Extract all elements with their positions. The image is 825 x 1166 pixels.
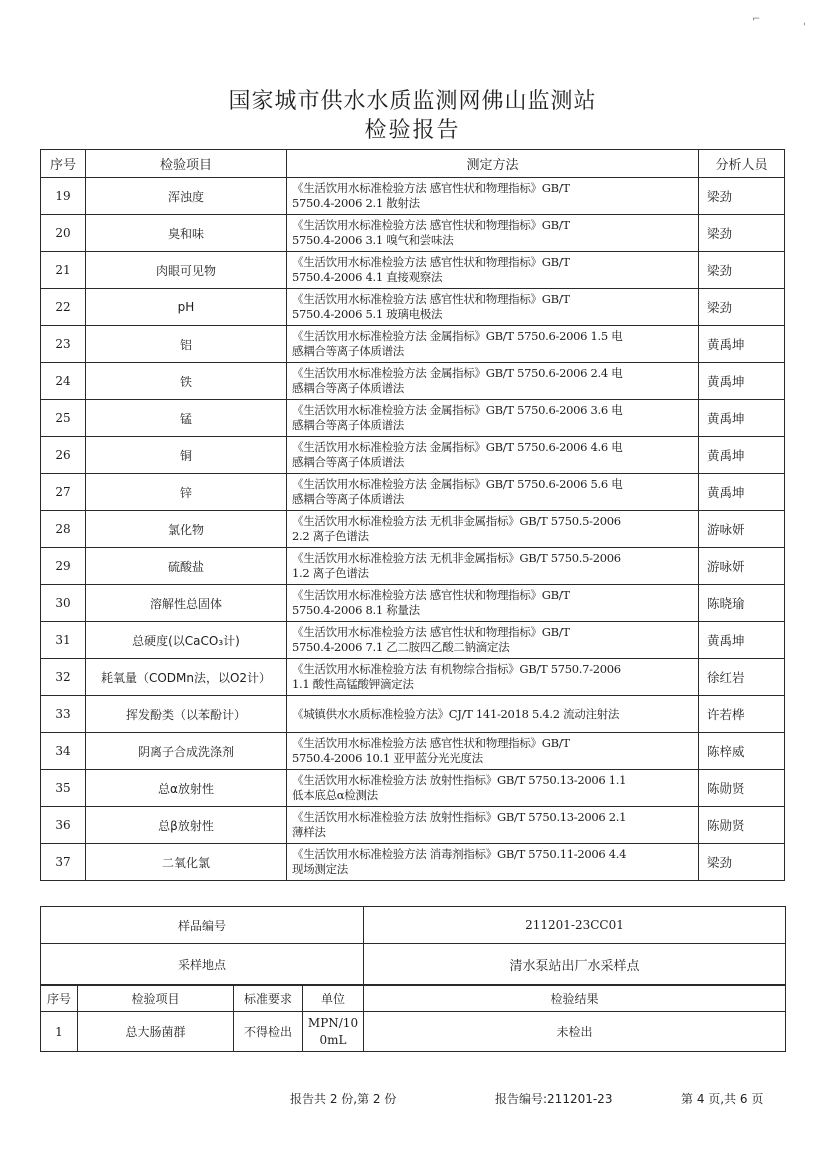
row-no: 27 xyxy=(41,474,86,511)
row-method xyxy=(287,770,699,807)
row-method xyxy=(287,733,699,770)
results-header-row xyxy=(41,986,786,1012)
row-item: 锰 xyxy=(86,400,287,437)
row-no: 37 xyxy=(41,844,86,881)
location-label: 采样地点 xyxy=(41,944,364,985)
row-item: 二氧化氯 xyxy=(86,844,287,881)
row-item: 硫酸盐 xyxy=(86,548,287,585)
row-analyst: 陈勋贤 xyxy=(699,770,785,807)
row-method-line-1: 《生活饮用水标准检验方法 感官性状和物理指标》GB/T xyxy=(292,292,570,306)
row-method-line-1: 《生活饮用水标准检验方法 感官性状和物理指标》GB/T xyxy=(292,588,570,602)
sample-no-value: 211201-23CC01 xyxy=(364,907,786,944)
row-method-line-2: 5750.4-2006 3.1 嗅气和尝味法 xyxy=(292,233,454,247)
footer-page: 第 4 页,共 6 页 xyxy=(681,1092,764,1106)
table-row xyxy=(41,178,785,215)
row-analyst: 许若桦 xyxy=(699,696,785,733)
table-row xyxy=(41,733,785,770)
row-no: 19 xyxy=(41,178,86,215)
row-method-line-2: 感耦合等离子体质谱法 xyxy=(292,492,404,506)
row-item: 耗氧量（CODMn法，以O2计） xyxy=(86,659,287,696)
row-method xyxy=(287,252,699,289)
row-item: 总α放射性 xyxy=(86,770,287,807)
row-method-line-2: 感耦合等离子体质谱法 xyxy=(292,344,404,358)
row-method-line-1: 《生活饮用水标准检验方法 金属指标》GB/T 5750.6-2006 1.5 电 xyxy=(292,329,623,343)
row-analyst: 黄禹坤 xyxy=(699,474,785,511)
header-item: 检验项目 xyxy=(86,150,287,178)
row-no: 28 xyxy=(41,511,86,548)
footer-copies: 报告共 2 份,第 2 份 xyxy=(290,1092,397,1106)
row-item: 肉眼可见物 xyxy=(86,252,287,289)
row-method-line-1: 《生活饮用水标准检验方法 金属指标》GB/T 5750.6-2006 4.6 电 xyxy=(292,440,623,454)
results-header-unit: 单位 xyxy=(303,986,364,1012)
row-method xyxy=(287,474,699,511)
row-item: 挥发酚类（以苯酚计） xyxy=(86,696,287,733)
row-item: 溶解性总固体 xyxy=(86,585,287,622)
result-no: 1 xyxy=(41,1012,78,1052)
table-row xyxy=(41,585,785,622)
row-method-line-2: 5750.4-2006 5.1 玻璃电极法 xyxy=(292,307,443,321)
row-method-line-2: 5750.4-2006 4.1 直接观察法 xyxy=(292,270,443,284)
row-analyst: 梁劲 xyxy=(699,178,785,215)
row-no: 24 xyxy=(41,363,86,400)
row-method xyxy=(287,844,699,881)
result-unit-line1: MPN/10 xyxy=(307,1015,359,1030)
row-analyst: 梁劲 xyxy=(699,215,785,252)
row-analyst: 陈梓威 xyxy=(699,733,785,770)
row-analyst: 陈晓瑜 xyxy=(699,585,785,622)
row-method-line-1: 《生活饮用水标准检验方法 放射性指标》GB/T 5750.13-2006 1.1 xyxy=(292,773,627,787)
row-item: pH xyxy=(86,289,287,326)
row-method-line-1: 《城镇供水水质标准检验方法》CJ/T 141-2018 5.4.2 流动注射法 xyxy=(292,706,620,721)
row-analyst: 黄禹坤 xyxy=(699,437,785,474)
row-method-line-2: 1.2 离子色谱法 xyxy=(292,566,369,580)
row-no: 21 xyxy=(41,252,86,289)
row-method-line-2: 5750.4-2006 10.1 亚甲蓝分光光度法 xyxy=(292,751,483,765)
results-header-item: 检验项目 xyxy=(78,986,234,1012)
table-row xyxy=(41,326,785,363)
table-row xyxy=(41,437,785,474)
methods-table xyxy=(40,149,785,881)
row-no: 31 xyxy=(41,622,86,659)
results-table xyxy=(40,985,786,1052)
results-row xyxy=(41,1012,786,1052)
header-no: 序号 xyxy=(41,150,86,178)
row-no: 20 xyxy=(41,215,86,252)
row-method-line-1: 《生活饮用水标准检验方法 感官性状和物理指标》GB/T xyxy=(292,255,570,269)
row-method-line-2: 2.2 离子色谱法 xyxy=(292,529,369,543)
row-method xyxy=(287,326,699,363)
row-no: 25 xyxy=(41,400,86,437)
row-method xyxy=(287,548,699,585)
row-method-line-1: 《生活饮用水标准检验方法 金属指标》GB/T 5750.6-2006 5.6 电 xyxy=(292,477,623,491)
row-method-line-2: 感耦合等离子体质谱法 xyxy=(292,381,404,395)
row-method xyxy=(287,622,699,659)
sample-no-row xyxy=(41,907,786,944)
row-method-line-1: 《生活饮用水标准检验方法 感官性状和物理指标》GB/T xyxy=(292,625,570,639)
row-method xyxy=(287,400,699,437)
row-item: 氯化物 xyxy=(86,511,287,548)
table-row xyxy=(41,474,785,511)
row-method-line-2: 5750.4-2006 2.1 散射法 xyxy=(292,196,420,210)
row-method xyxy=(287,511,699,548)
row-method-line-1: 《生活饮用水标准检验方法 金属指标》GB/T 5750.6-2006 3.6 电 xyxy=(292,403,623,417)
header-method: 测定方法 xyxy=(287,150,699,178)
table-row xyxy=(41,659,785,696)
row-method xyxy=(287,807,699,844)
row-no: 36 xyxy=(41,807,86,844)
header-analyst: 分析人员 xyxy=(699,150,785,178)
sample-info-table xyxy=(40,906,786,985)
row-method-line-2: 感耦合等离子体质谱法 xyxy=(292,455,404,469)
result-unit-line2: 0mL xyxy=(319,1032,347,1047)
row-item: 锌 xyxy=(86,474,287,511)
table-row xyxy=(41,770,785,807)
result-item: 总大肠菌群 xyxy=(78,1012,234,1052)
row-no: 23 xyxy=(41,326,86,363)
row-method-line-1: 《生活饮用水标准检验方法 无机非金属指标》GB/T 5750.5-2006 xyxy=(292,551,621,565)
row-analyst: 游咏妍 xyxy=(699,511,785,548)
table-row xyxy=(41,696,785,733)
row-analyst: 黄禹坤 xyxy=(699,326,785,363)
row-method-line-2: 5750.4-2006 7.1 乙二胺四乙酸二钠滴定法 xyxy=(292,640,510,654)
row-method-line-1: 《生活饮用水标准检验方法 无机非金属指标》GB/T 5750.5-2006 xyxy=(292,514,621,528)
row-method xyxy=(287,215,699,252)
row-no: 34 xyxy=(41,733,86,770)
row-analyst: 梁劲 xyxy=(699,252,785,289)
table-row xyxy=(41,289,785,326)
result-value: 未检出 xyxy=(364,1012,786,1052)
row-method-line-1: 《生活饮用水标准检验方法 放射性指标》GB/T 5750.13-2006 2.1 xyxy=(292,810,627,824)
report-title: 国家城市供水水质监测网佛山监测站 xyxy=(228,89,597,114)
table-row xyxy=(41,622,785,659)
footer-report-no: 报告编号:211201-23 xyxy=(495,1092,613,1106)
location-row xyxy=(41,944,786,985)
row-no: 32 xyxy=(41,659,86,696)
row-analyst: 黄禹坤 xyxy=(699,400,785,437)
corner-mark: ⌐ xyxy=(752,14,761,25)
row-item: 铜 xyxy=(86,437,287,474)
row-method-line-2: 感耦合等离子体质谱法 xyxy=(292,418,404,432)
row-method xyxy=(287,289,699,326)
row-analyst: 黄禹坤 xyxy=(699,363,785,400)
row-method xyxy=(287,363,699,400)
table-row xyxy=(41,215,785,252)
row-item: 浑浊度 xyxy=(86,178,287,215)
row-method-line-1: 《生活饮用水标准检验方法 金属指标》GB/T 5750.6-2006 2.4 电 xyxy=(292,366,623,380)
row-analyst: 梁劲 xyxy=(699,289,785,326)
methods-header-row xyxy=(41,150,785,178)
row-item: 铁 xyxy=(86,363,287,400)
row-analyst: 黄禹坤 xyxy=(699,622,785,659)
row-method-line-1: 《生活饮用水标准检验方法 消毒剂指标》GB/T 5750.11-2006 4.4 xyxy=(292,847,627,861)
location-value: 清水泵站出厂水采样点 xyxy=(364,944,786,985)
results-header-result: 检验结果 xyxy=(364,986,786,1012)
table-row xyxy=(41,511,785,548)
report-subtitle: 检验报告 xyxy=(364,118,461,143)
row-analyst: 游咏妍 xyxy=(699,548,785,585)
row-no: 33 xyxy=(41,696,86,733)
results-header-standard: 标准要求 xyxy=(234,986,303,1012)
row-item: 臭和味 xyxy=(86,215,287,252)
row-item: 阴离子合成洗涤剂 xyxy=(86,733,287,770)
table-row xyxy=(41,363,785,400)
corner-mark: ' xyxy=(803,22,806,33)
row-method-line-2: 5750.4-2006 8.1 称量法 xyxy=(292,603,420,617)
row-analyst: 陈勋贤 xyxy=(699,807,785,844)
row-item: 铝 xyxy=(86,326,287,363)
row-method xyxy=(287,178,699,215)
row-method xyxy=(287,696,699,733)
table-row xyxy=(41,252,785,289)
table-row xyxy=(41,400,785,437)
row-method-line-1: 《生活饮用水标准检验方法 感官性状和物理指标》GB/T xyxy=(292,218,570,232)
row-method xyxy=(287,437,699,474)
row-no: 29 xyxy=(41,548,86,585)
sample-no-label: 样品编号 xyxy=(41,907,364,944)
row-method-line-1: 《生活饮用水标准检验方法 感官性状和物理指标》GB/T xyxy=(292,181,570,195)
results-header-no: 序号 xyxy=(41,986,78,1012)
row-no: 22 xyxy=(41,289,86,326)
row-no: 35 xyxy=(41,770,86,807)
row-item: 总硬度(以CaCO₃计) xyxy=(86,622,287,659)
row-no: 26 xyxy=(41,437,86,474)
result-standard: 不得检出 xyxy=(234,1012,303,1052)
row-method xyxy=(287,659,699,696)
row-method-line-1: 《生活饮用水标准检验方法 有机物综合指标》GB/T 5750.7-2006 xyxy=(292,662,621,676)
row-analyst: 徐红岩 xyxy=(699,659,785,696)
result-unit xyxy=(303,1012,364,1052)
row-analyst: 梁劲 xyxy=(699,844,785,881)
row-method-line-2: 现场测定法 xyxy=(292,862,348,876)
row-method-line-2: 1.1 酸性高锰酸钾滴定法 xyxy=(292,677,414,691)
row-method-line-2: 薄样法 xyxy=(292,825,326,839)
row-method-line-2: 低本底总α检测法 xyxy=(292,788,378,802)
row-method xyxy=(287,585,699,622)
row-method-line-1: 《生活饮用水标准检验方法 感官性状和物理指标》GB/T xyxy=(292,736,570,750)
row-item: 总β放射性 xyxy=(86,807,287,844)
table-row xyxy=(41,548,785,585)
table-row xyxy=(41,844,785,881)
row-no: 30 xyxy=(41,585,86,622)
table-row xyxy=(41,807,785,844)
